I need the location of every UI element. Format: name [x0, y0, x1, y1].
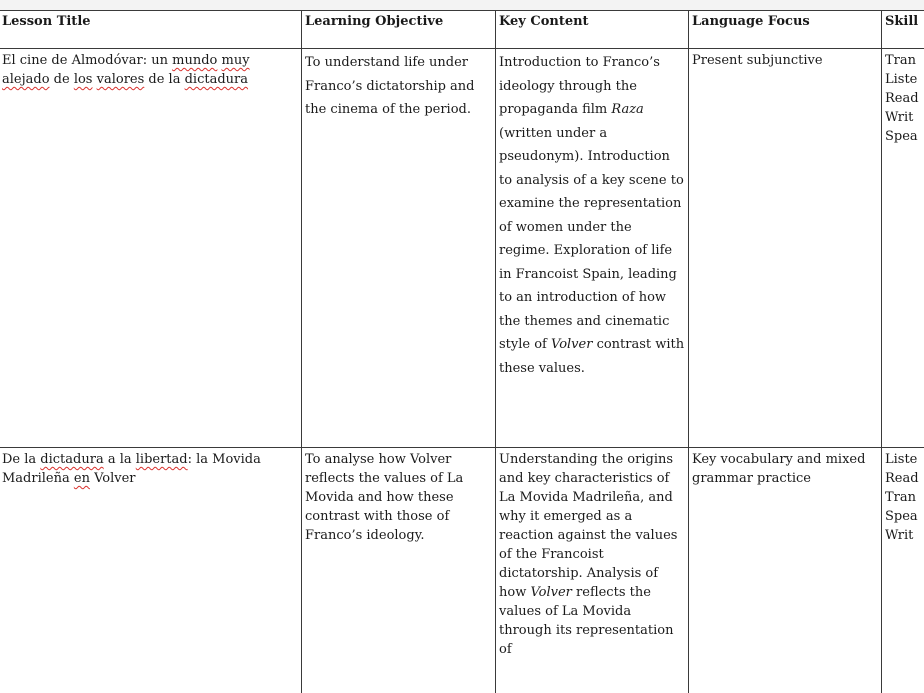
spellcheck-word: libertad [135, 452, 188, 467]
language-focus-cell: Key vocabulary and mixed grammar practice [689, 448, 882, 693]
language-focus-cell: Present subjunctive [689, 49, 882, 448]
spellcheck-word: valores [96, 72, 145, 87]
header-skills: Skill [882, 11, 924, 49]
lesson-title-cell: De la dictadura a la libertad: la Movida Madrileña en Volver [0, 448, 302, 693]
skills-cell [882, 49, 924, 448]
skill-item: Spea [885, 129, 918, 144]
spellcheck-word: en [73, 471, 90, 486]
skills-cell [882, 448, 924, 693]
spellcheck-word: los [73, 72, 93, 87]
spellcheck-word: dictadura [184, 72, 249, 87]
top-band [0, 0, 924, 10]
learning-objective-cell: To analyse how Volver reflects the values of La Movida and how these contrast with those of Franco’s ideology. [302, 448, 496, 693]
header-learning-objective: Learning Objective [302, 11, 496, 49]
header-key-content: Key Content [496, 11, 689, 49]
skill-item: Tran [885, 490, 917, 505]
header-language-focus: Language Focus [689, 11, 882, 49]
skill-item: Writ [885, 528, 914, 543]
skill-item: Liste [885, 452, 918, 467]
spellcheck-word: muy [221, 53, 250, 68]
lesson-plan-table [0, 10, 924, 693]
skill-item: Read [885, 91, 919, 106]
skill-item: Writ [885, 110, 914, 125]
spellcheck-word: mundo [172, 53, 218, 68]
header-lesson-title: Lesson Title [0, 11, 302, 49]
skill-item: Liste [885, 72, 918, 87]
header-row [0, 11, 924, 49]
table-row [0, 49, 924, 448]
skill-item: Spea [885, 509, 918, 524]
table-row [0, 448, 924, 693]
skill-item: Tran [885, 53, 917, 68]
skill-item: Read [885, 471, 919, 486]
key-content-cell: Understanding the origins and key characteristics of La Movida Madrileña, and why it emerged as a reaction against the values of the Francoist dictatorship. Analysis of how Volver reflects the values of La Movida through its representation of [496, 448, 689, 693]
spellcheck-word: dictadura [40, 452, 104, 467]
learning-objective-cell: To understand life under Franco’s dictatorship and the cinema of the period. [302, 49, 496, 448]
key-content-cell: Introduction to Franco’s ideology through the propaganda film Raza (written under a pseudonym). Introduction to analysis of a key scene to examine the representation of women under the regime. Exploration of life in Francoist Spain, leading to an introduction of how the themes and cinematic style of Volver contrast with these values. [496, 49, 689, 448]
spellcheck-word: alejado [2, 72, 50, 87]
lesson-title-cell: El cine de Almodóvar: un mundo muy alejado de los valores de la dictadura [0, 49, 302, 448]
